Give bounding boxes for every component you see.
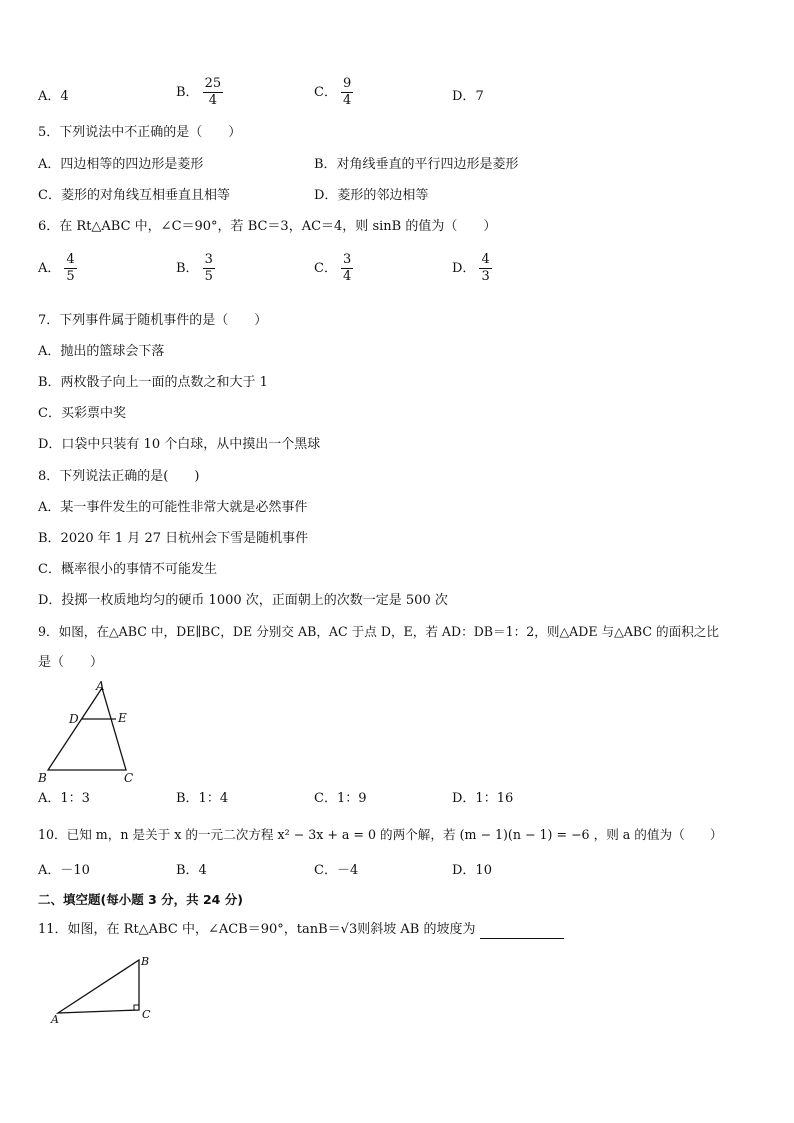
sqrt3: √3 (340, 922, 358, 937)
q4-option-b-fraction: $\frac{25}{4}$ (204, 76, 222, 108)
q4-option-a: A．4 (38, 89, 69, 104)
q9-stem-line2: 是（ ） (38, 655, 104, 670)
label-c: C (124, 771, 134, 785)
q9-option-a: A．1：3 (38, 791, 90, 806)
q10-equation: x² − 3x + a = 0 (277, 827, 376, 842)
q9-option-c: C．1：9 (314, 791, 367, 806)
q6-stem: 6．在 Rt△ABC 中，∠C＝90°，若 BC＝3，AC＝4，则 sinB 的值为（ ） (38, 219, 497, 234)
q6-option-c-fraction: $\frac{3}{4}$ (342, 252, 352, 284)
q4-option-c: C． $\frac{9}{4}$ (314, 76, 352, 108)
q10-option-b: B．4 (176, 863, 207, 878)
q4-option-d: D．7 (452, 89, 484, 104)
right-angle-mark (134, 1005, 139, 1010)
q6-option-d: D． $\frac{4}{3}$ (452, 252, 490, 284)
q5-option-b: B．对角线垂直的平行四边形是菱形 (314, 157, 519, 172)
q10-option-d: D．10 (452, 863, 492, 878)
q11-answer-blank[interactable] (480, 925, 564, 939)
q5-option-d: D．菱形的邻边相等 (314, 188, 429, 203)
label-d: D (69, 712, 79, 726)
q5-option-a: A．四边相等的四边形是菱形 (38, 157, 204, 172)
q5-option-c: C．菱形的对角线互相垂直且相等 (38, 188, 230, 203)
q9-triangle-figure (34, 676, 154, 788)
q9-stem-line1: 9．如图，在△ABC 中，DE∥BC，DE 分别交 AB，AC 于点 D，E，若 AD：DB＝1：2，则△ADE 与△ABC 的面积之比 (38, 624, 720, 639)
label-a: A (96, 679, 105, 693)
triangle-abc-right (58, 960, 139, 1013)
q8-option-b: B．2020 年 1 月 27 日杭州会下雪是随机事件 (38, 531, 309, 546)
label-b: B (38, 771, 47, 785)
q8-option-a: A．某一事件发生的可能性非常大就是必然事件 (38, 500, 308, 515)
q6-option-d-fraction: $\frac{4}{3}$ (481, 252, 490, 284)
label-b: B (141, 955, 150, 968)
label-e: E (118, 711, 127, 725)
q8-stem: 8．下列说法正确的是( ) (38, 469, 200, 484)
q6-option-c: C． $\frac{3}{4}$ (314, 252, 352, 284)
q6-option-a: A． $\frac{4}{5}$ (38, 252, 75, 284)
q8-option-c: C．概率很小的事情不可能发生 (38, 562, 217, 577)
q4-option-b: B． $\frac{25}{4}$ (176, 76, 222, 108)
q10-option-a: A．－10 (38, 863, 90, 878)
triangle-abc (48, 688, 126, 770)
section2-title: 二、填空题(每小题 3 分，共 24 分) (38, 892, 243, 907)
q6-option-a-fraction: $\frac{4}{5}$ (66, 252, 75, 284)
q11-stem: 11．如图，在 Rt△ABC 中，∠ACB＝90°，tanB＝√3则斜坡 AB 的坡度为 (38, 921, 564, 939)
q11-triangle-figure (36, 952, 166, 1032)
label-c: C (142, 1008, 151, 1021)
q10-option-c: C．－4 (314, 863, 359, 878)
q4-option-c-fraction: $\frac{9}{4}$ (342, 76, 352, 108)
q7-option-d: D．口袋中只装有 10 个白球，从中摸出一个黑球 (38, 437, 321, 452)
q7-option-a: A．抛出的篮球会下落 (38, 344, 165, 359)
q7-option-b: B．两枚骰子向上一面的点数之和大于 1 (38, 375, 268, 390)
q6-option-b-fraction: $\frac{3}{5}$ (204, 252, 213, 284)
q9-option-d: D．1：16 (452, 791, 514, 806)
q5-stem: 5．下列说法中不正确的是（ ） (38, 125, 242, 140)
label-a: A (51, 1013, 59, 1026)
q10-stem: 10．已知 m，n 是关于 x 的一元二次方程 x² − 3x + a = 0 的两个解，若 (m − 1)(n − 1) = −6 ，则 a 的值为（ ） (38, 827, 723, 842)
q6-option-b: B． $\frac{3}{5}$ (176, 252, 213, 284)
q8-option-d: D．投掷一枚质地均匀的硬币 1000 次，正面朝上的次数一定是 500 次 (38, 593, 448, 608)
q9-option-b: B．1：4 (176, 791, 229, 806)
q7-option-c: C．买彩票中奖 (38, 406, 126, 421)
q7-stem: 7．下列事件属于随机事件的是（ ） (38, 313, 268, 328)
q10-condition: (m − 1)(n − 1) = −6 (459, 827, 590, 842)
